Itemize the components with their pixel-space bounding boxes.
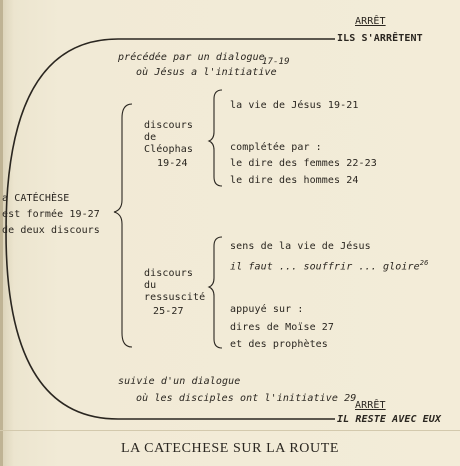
- discourse-1-item-3: le dire des femmes 22-23: [230, 158, 377, 169]
- top-stop-heading: ARRÊT: [355, 16, 386, 27]
- discourse-1-item-2: complétée par :: [230, 142, 322, 153]
- discourse-2-item-4: dires de Moïse 27: [230, 322, 335, 333]
- left-line-2: est formée 19-27: [2, 209, 100, 220]
- intro-line-1: précédée par un dialogue: [118, 52, 265, 63]
- discourse-2-item-2-ref: 26: [419, 259, 429, 267]
- discourse-2-item-2: [230, 257, 428, 273]
- outro-line-2: où les disciples ont l'initiative 29: [136, 393, 357, 404]
- bottom-stop-heading: ARRÊT: [355, 400, 386, 411]
- discourse-2-item-3: appuyé sur :: [230, 304, 304, 315]
- caption-divider: [0, 430, 460, 431]
- left-line-3: de deux discours: [2, 225, 100, 236]
- discourse-1-brace: [209, 90, 222, 186]
- discourse-2-item-1: sens de la vie de Jésus: [230, 241, 371, 252]
- intro-ref: 17-19: [262, 57, 290, 67]
- intro-line-2: où Jésus a l'initiative: [136, 67, 277, 78]
- top-stop-text: ILS S'ARRÊTENT: [337, 33, 423, 44]
- figure-caption: LA CATECHESE SUR LA ROUTE: [120, 441, 339, 456]
- discourse-2-range: 25-27: [153, 306, 184, 317]
- main-brace: [114, 104, 132, 347]
- discourse-2-item-2-text: il faut ... souffrir ... gloire: [230, 261, 420, 273]
- outro-line-1: suivie d'un dialogue: [118, 376, 241, 387]
- discourse-2-brace: [209, 237, 222, 348]
- bottom-stop-text: IL RESTE AVEC EUX: [337, 414, 442, 425]
- discourse-1-item-4: le dire des hommes 24: [230, 175, 359, 186]
- left-line-1: a CATÉCHÈSE: [2, 193, 70, 204]
- discourse-2-title-line-2: du: [144, 280, 157, 291]
- discourse-2-item-5: et des prophètes: [230, 339, 328, 350]
- discourse-2-title-line-1: discours: [144, 268, 193, 279]
- discourse-2-title-line-3: ressuscité: [144, 292, 206, 303]
- discourse-1-item-1: la vie de Jésus 19-21: [230, 100, 359, 111]
- discourse-1-title-line-2: de: [144, 132, 157, 143]
- discourse-1-title-line-3: Cléophas: [144, 144, 193, 155]
- discourse-1-range: 19-24: [157, 158, 188, 169]
- discourse-1-title-line-1: discours: [144, 120, 193, 131]
